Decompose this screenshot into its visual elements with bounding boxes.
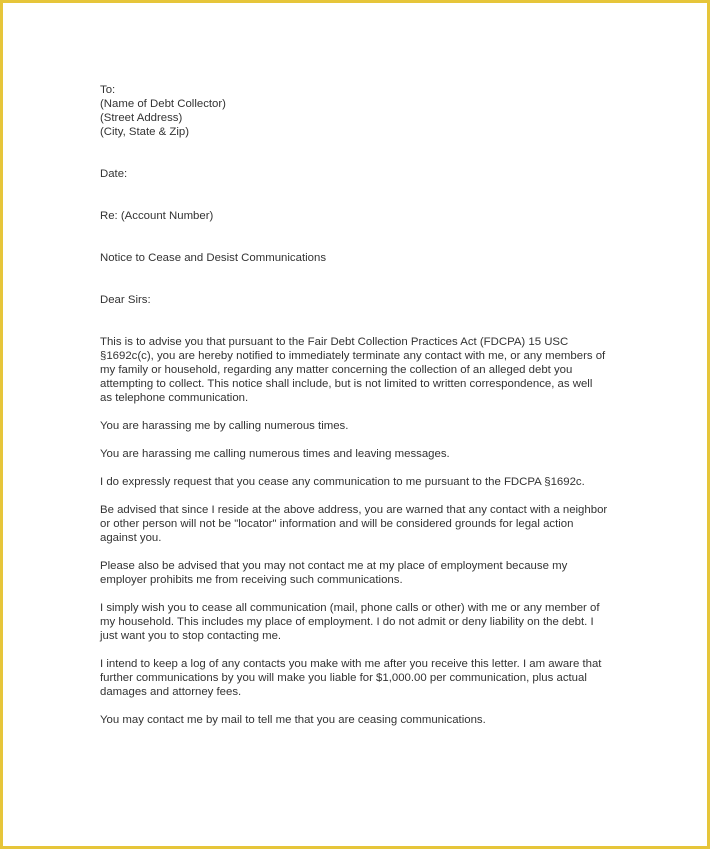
paragraph-line: attempting to collect. This notice shall include, but is not limited to written correspondence, as well <box>100 378 593 390</box>
date-block <box>100 167 610 181</box>
paragraph-line: This is to advise you that pursuant to the Fair Debt Collection Practices Act (FDCPA) 15 USC <box>100 336 569 348</box>
recipient-block <box>100 83 610 139</box>
paragraph-line: I do expressly request that you cease any communication to me pursuant to the FDCPA §1692c. <box>100 476 585 488</box>
paragraph-line: §1692c(c), you are hereby notified to immediately terminate any contact with me, or any members of <box>100 350 606 362</box>
paragraph-line: or other person will not be "locator" information and will be considered grounds for legal action <box>100 518 574 530</box>
paragraph-line: You are harassing me by calling numerous times. <box>100 420 349 432</box>
paragraph-5 <box>100 503 610 545</box>
paragraph-line: further communications by you will make you liable for $1,000.00 per communication, plus actual <box>100 672 587 684</box>
salutation: Dear Sirs: <box>100 294 151 306</box>
paragraph-line: against you. <box>100 532 162 544</box>
salutation-block <box>100 293 610 307</box>
recipient-street: (Street Address) <box>100 112 183 124</box>
paragraph-line: Be advised that since I reside at the above address, you are warned that any contact with a neighbor <box>100 504 608 516</box>
paragraph-line: I intend to keep a log of any contacts you make with me after you receive this letter. I am aware that <box>100 658 602 670</box>
paragraph-3 <box>100 447 610 461</box>
paragraph-line: Please also be advised that you may not contact me at my place of employment because my <box>100 560 568 572</box>
paragraph-1 <box>100 335 610 405</box>
paragraph-2 <box>100 419 610 433</box>
to-label: To: <box>100 84 116 96</box>
subject-block <box>100 251 610 265</box>
paragraph-line: my family or household, regarding any matter concerning the collection of an alleged debt you <box>100 364 573 376</box>
paragraph-line: just want you to stop contacting me. <box>100 630 282 642</box>
paragraph-line: You are harassing me calling numerous times and leaving messages. <box>100 448 450 460</box>
paragraph-6 <box>100 559 610 587</box>
paragraph-line: You may contact me by mail to tell me that you are ceasing communications. <box>100 714 486 726</box>
recipient-city: (City, State & Zip) <box>100 126 190 138</box>
paragraph-line: I simply wish you to cease all communication (mail, phone calls or other) with me or any member of <box>100 602 600 614</box>
paragraph-9 <box>100 713 610 727</box>
paragraph-line: my household. This includes my place of employment. I do not admit or deny liability on the debt. I <box>100 616 594 628</box>
paragraph-line: employer prohibits me from receiving such communications. <box>100 574 403 586</box>
subject-line: Notice to Cease and Desist Communications <box>100 252 327 264</box>
re-line: Re: (Account Number) <box>100 210 214 222</box>
paragraph-line: as telephone communication. <box>100 392 249 404</box>
paragraph-4 <box>100 475 610 489</box>
paragraph-7 <box>100 601 610 643</box>
re-block <box>100 209 610 223</box>
letter-page <box>100 83 610 727</box>
paragraph-line: damages and attorney fees. <box>100 686 242 698</box>
recipient-name: (Name of Debt Collector) <box>100 98 226 110</box>
date-label: Date: <box>100 168 128 180</box>
paragraph-8 <box>100 657 610 699</box>
